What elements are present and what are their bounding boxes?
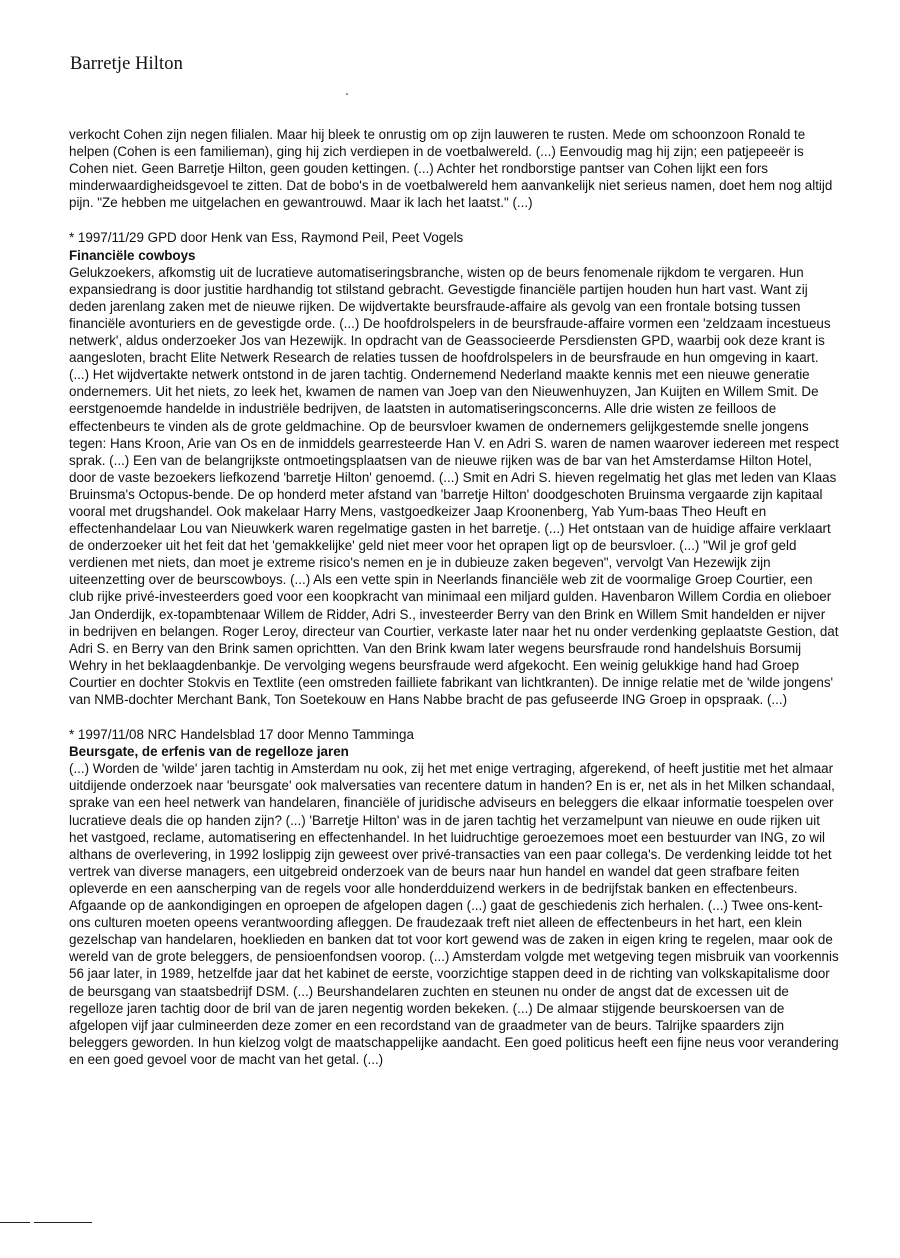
article-beursgate xyxy=(69,726,839,1068)
footer-rule-left xyxy=(0,1222,30,1223)
article-financiele-cowboys xyxy=(69,229,839,708)
article-body: (...) Worden de 'wilde' jaren tachtig in Amsterdam nu ook, zij het met enige vertraging, afgerekend, of heeft justitie met het almaar uitdijende onderzoek naar 'beursgate' ook malversaties van recentere datum in handen? En is er, net als in het Milken schandaal, sprake van een heel netwerk van handelaren, financiële of juridische adviseurs en beleggers die elkaar informatie toespelen over lucratieve deals die op handen zijn? (...) 'Barretje Hilton' was in de jaren tachtig het verzamelpunt van nieuwe en oude rijken uit het vastgoed, reclame, automatisering en effectenhandel. In het luidruchtige geroezemoes moet een bestuurder van ING, zo wil althans de overlevering, in 1992 loslippig zijn geweest over privé-transacties van een paar collega's. De verdenking leidde tot het vertrek van diverse managers, een uitgebreid onderzoek van de beurs naar hun handel en wandel dat geen strafbare feiten opleverde en een aanscherping van de regels voor alle honderdduizend werkers in de bedrijfstak banken en effectenbeurs. Afgaande op de aankondigingen en oproepen de afgelopen dagen (...) gaat de geschiedenis zich herhalen. (...) Twee ons-kent-ons culturen moeten opeens verantwoording afleggen. De fraudezaak treft niet alleen de effectenbeurs in het hart, een klein gezelschap van handelaren, hoeklieden en banken dat tot voor kort gewend was de zaken in eigen kring te regelen, maar ook de wereld van de grote beleggers, de pensioenfondsen voorop. (...) Amsterdam volgde met wetgeving tegen misbruik van voorkennis 56 jaar later, in 1989, hetzelfde jaar dat het kabinet de eerste, voorzichtige stappen deed in de richting van volkskapitalisme door de beursgang van staatsbedrijf DSM. (...) Beurshandelaren zuchten en steunen nu onder de angst dat de excessen uit de regelloze jaren tachtig door de bril van de jaren negentig worden bekeken. (...) De almaar stijgende beurskoersen van de afgelopen vijf jaar culmineerden deze zomer en een recordstand van de graadmeter van de beurs. Talrijke spaarders zijn beleggers geworden. In hun kielzog volgt de maatschappelijke aandacht. Een goed politicus heeft een fijne neus voor verandering en een goed gevoel voor de macht van het getal. (...) xyxy=(69,761,839,1067)
intro-paragraph: verkocht Cohen zijn negen filialen. Maar hij bleek te onrustig om op zijn lauweren te rusten. Mede om schoonzoon Ronald te helpen (Cohen is een familieman), ging hij zich verdiepen in de voetbalwereld. (...) Eenvoudig mag hij zijn; een patjepeeër is Cohen niet. Geen Barretje Hilton, geen gouden kettingen. (...) Achter het rondborstige pantser van Cohen lijkt een fors minderwaardigheidsgevoel te zitten. Dat de bobo's in de voetbalwereld hem aanvankelijk niet serieus namen, doet hem nog altijd pijn. "Ze hebben me uitgelachen en gewantrouwd. Maar ik lach het laatst." (...) xyxy=(69,127,833,211)
article-meta: * 1997/11/29 GPD door Henk van Ess, Raymond Peil, Peet Vogels xyxy=(69,230,464,246)
page-header-title: Barretje Hilton xyxy=(70,54,183,74)
article-title: Financiële cowboys xyxy=(69,247,196,263)
document-body xyxy=(69,126,839,1068)
article-body: Gelukzoekers, afkomstig uit de lucratieve automatiseringsbranche, wisten op de beurs fenomenale rijkdom te vergaren. Hun expansiedrang is door justitie hardhandig tot stilstand gebracht. Gevestigde financiële partijen houden hun hart vast. Want zij deden jarenlang zaken met de nieuwe rijken. De wijdvertakte beursfraude-affaire als gevolg van een frontale botsing tussen financiële avonturiers en de gevestigde orde. (...) De hoofdrolspelers in de beursfraude-affaire vormen een 'zeldzaam incestueus netwerk', aldus onderzoeker Jos van Hezewijk. In opdracht van de Geassocieerde Persdiensten GPD, waarbij ook deze krant is aangesloten, bracht Elite Netwerk Research de relaties tussen de hoofdrolspelers in de beursfraude en hun omgeving in kaart. (...) Het wijdvertakte netwerk ontstond in de jaren tachtig. Ondernemend Nederland maakte kennis met een nieuwe generatie ondernemers. Uit het niets, zo leek het, kwamen de namen van Joep van den Nieuwenhuyzen, Jan Kuijten en Willem Smit. De eerstgenoemde handelde in industriële bedrijven, de laatsten in automatiseringsconcerns. Alle drie wisten ze feilloos de effectenbeurs te vinden als de grote geldmachine. Op de beursvloer kwamen de ondernemers gelijkgestemde snelle jongens tegen: Hans Kroon, Arie van Os en de inmiddels gearresteerde Han V. en Adri S. waren de namen waarover iedereen met respect sprak. (...) Een van de belangrijkste ontmoetingsplaatsen van de nieuwe rijken was de bar van het Amsterdamse Hilton Hotel, door de vaste bezoekers liefkozend 'barretje Hilton' genoemd. (...) Smit en Adri S. hieven regelmatig het glas met leden van Klaas Bruinsma's Octopus-bende. De op honderd meter afstand van 'barretje Hilton' doodgeschoten Bruinsma vergaarde zijn kapitaal vooral met drugshandel. Ook makelaar Harry Mens, vastgoedkeizer Jaap Kroonenberg, Yab Yum-baas Theo Heuft en effectenhandelaar Lou van Nieuwkerk waren regelmatige gasten in het barretje. (...) Het ontstaan van de huidige affaire verklaart de onderzoeker uit het feit dat het 'gemakkelijke' geld niet meer voor het oprapen ligt op de beursvloer. (...) "Wil je grof geld verdienen met niets, dan moet je extreme risico's nemen en je in dubieuze zaken begeven", vervolgt Van Hezewijk zijn uiteenzetting over de beurscowboys. (...) Als een vette spin in Neerlands financiële web zit de voormalige Groep Courtier, een club rijke privé-investeerders goed voor een koopkracht van minimaal een miljard gulden. Havenbaron Willem Cordia en olieboer Jan Onderdijk, ex-topambtenaar Willem de Ridder, Adri S., investeerder Berry van den Brink en Willem Smit handelden er nijver in bedrijven en belangen. Roger Leroy, directeur van Courtier, verkaste later naar het nu onder verdenking geplaatste Gestion, dat Adri S. en Berry van den Brink samen oprichtten. Van den Brink kwam later wegens beursfraude rond handelshuis Borsumij Wehry in het beklaagdenbankje. De vervolging wegens beursfraude werd afgekocht. Een weinig gelukkige hand had Groep Courtier en dochter Stokvis en Textlite (een omstreden failliete fabrikant van lichtkranten). De innige relatie met de 'wilde jongens' van NMB-dochter Merchant Bank, Ton Soetekouw en Hans Nabbe bracht de pas gefuseerde ING Groep in opspraak. (...) xyxy=(69,264,839,707)
footer-rule-right xyxy=(34,1222,92,1223)
article-meta: * 1997/11/08 NRC Handelsblad 17 door Menno Tamminga xyxy=(69,727,414,743)
scan-speck xyxy=(346,93,348,95)
article-title: Beursgate, de erfenis van de regelloze jaren xyxy=(69,744,349,760)
